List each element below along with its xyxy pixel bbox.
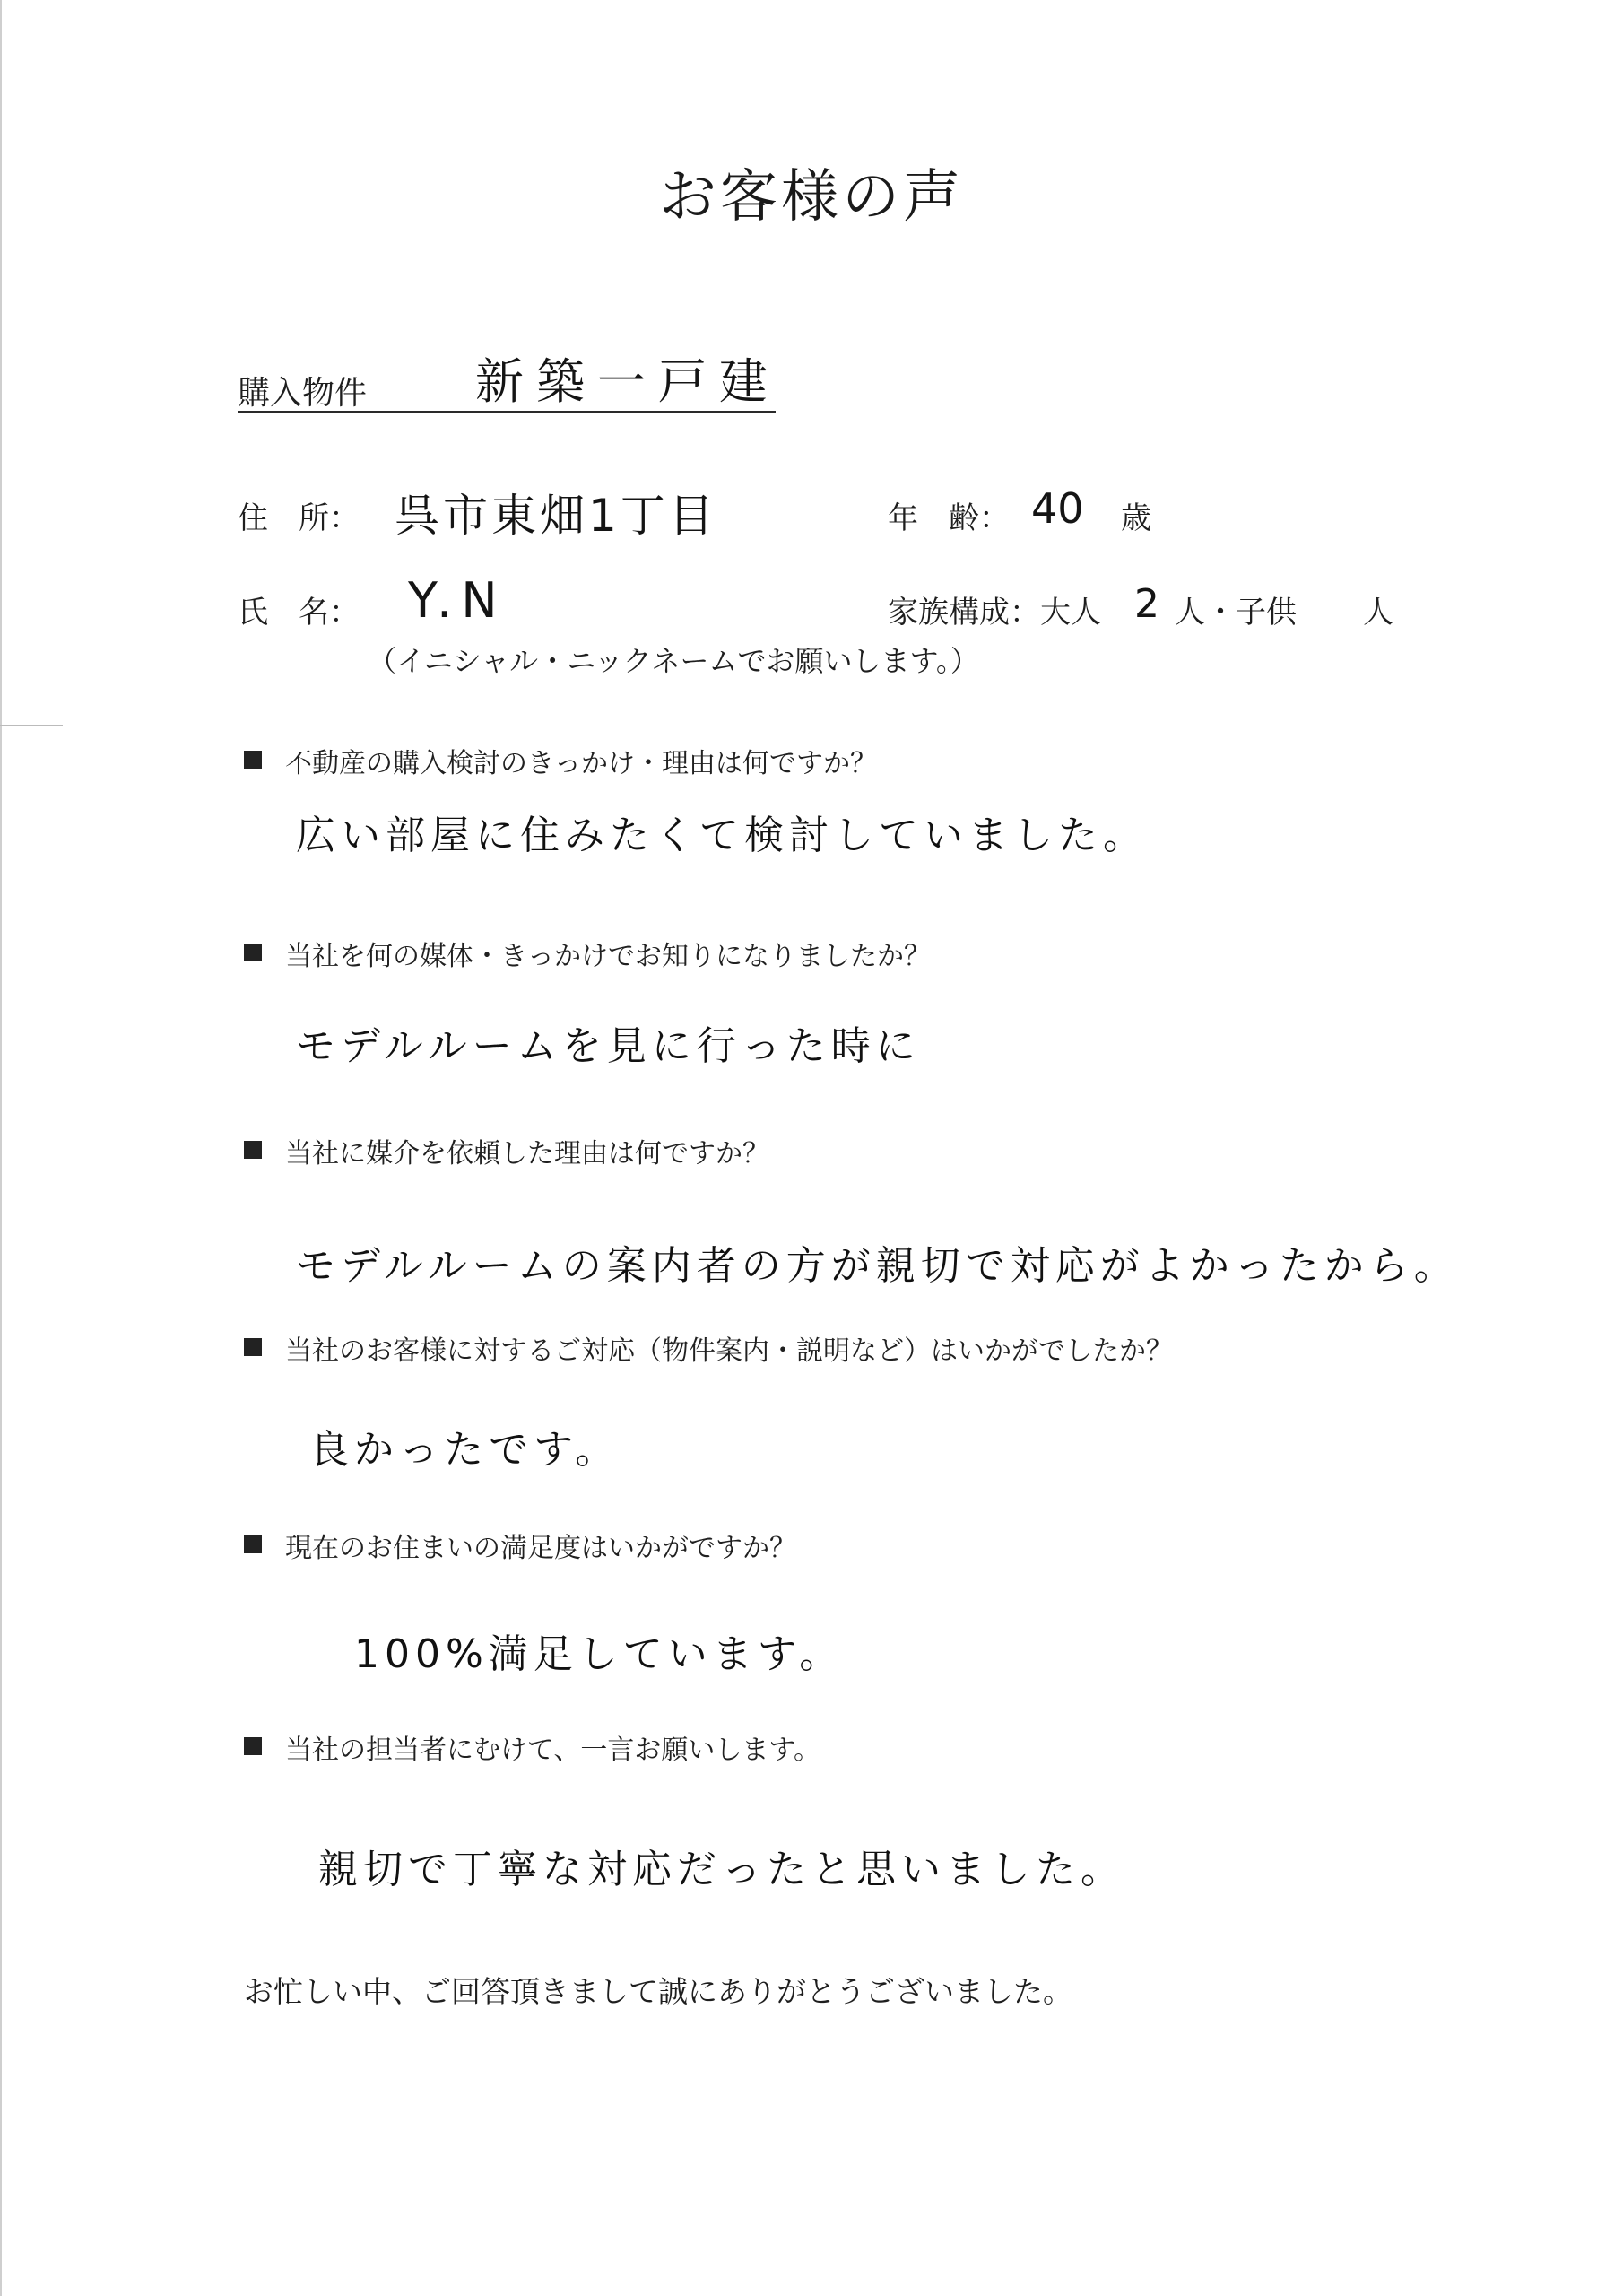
age-unit: 歳	[1121, 500, 1151, 536]
bullet-square	[244, 1338, 262, 1356]
address-label: 住 所：	[238, 500, 360, 536]
page-title: お客様の声	[659, 164, 964, 230]
address-value: 呉市東畑1丁目	[395, 490, 717, 542]
family-label: 家族構成：大人	[888, 595, 1101, 631]
question-text: 当社を何の媒体・きっかけでお知りになりましたか？	[285, 941, 931, 972]
scan-edge	[0, 0, 2, 2296]
property-value: 新築一戸建	[475, 353, 780, 410]
name-label: 氏 名：	[238, 595, 360, 631]
answer-text: 良かったです。	[309, 1427, 621, 1473]
name-note: （イニシャル・ニックネームでお願いします。）	[368, 644, 979, 678]
question-text: 現在のお住まいの満足度はいかがですか？	[285, 1533, 796, 1564]
question-text: 不動産の購入検討のきっかけ・理由は何ですか？	[285, 748, 877, 779]
family-adults: 2	[1134, 581, 1159, 627]
bullet-square	[244, 1141, 262, 1159]
answer-text: 100%満足しています。	[354, 1631, 845, 1677]
age-value: 40	[1031, 484, 1084, 533]
age-label: 年 齢：	[888, 500, 1010, 536]
property-label: 購入物件	[238, 375, 368, 412]
scan-artifact	[0, 725, 63, 726]
answer-text: モデルルームの案内者の方が親切で対応がよかったから。	[296, 1243, 1459, 1289]
closing-text: お忙しい中、ご回答頂きまして誠にありがとうございました。	[244, 1974, 1072, 2009]
family-adults-unit: 人・子供	[1175, 595, 1297, 631]
answer-text: 広い部屋に住みたくて検討していました。	[296, 813, 1148, 858]
family-children-unit: 人	[1363, 595, 1393, 631]
answer-text: モデルルームを見に行った時に	[296, 1023, 921, 1069]
bullet-square	[244, 944, 262, 961]
bullet-square	[244, 751, 262, 769]
question-text: 当社の担当者にむけて、一言お願いします。	[285, 1735, 820, 1766]
answer-text: 親切で丁寧な対応だったと思いました。	[318, 1847, 1125, 1892]
bullet-square	[244, 1535, 262, 1553]
name-value: Y.N	[408, 572, 507, 629]
question-text: 当社のお客様に対するご対応（物件案内・説明など）はいかがでしたか？	[285, 1335, 1173, 1367]
bullet-square	[244, 1737, 262, 1755]
question-text: 当社に媒介を依頼した理由は何ですか？	[285, 1138, 769, 1170]
